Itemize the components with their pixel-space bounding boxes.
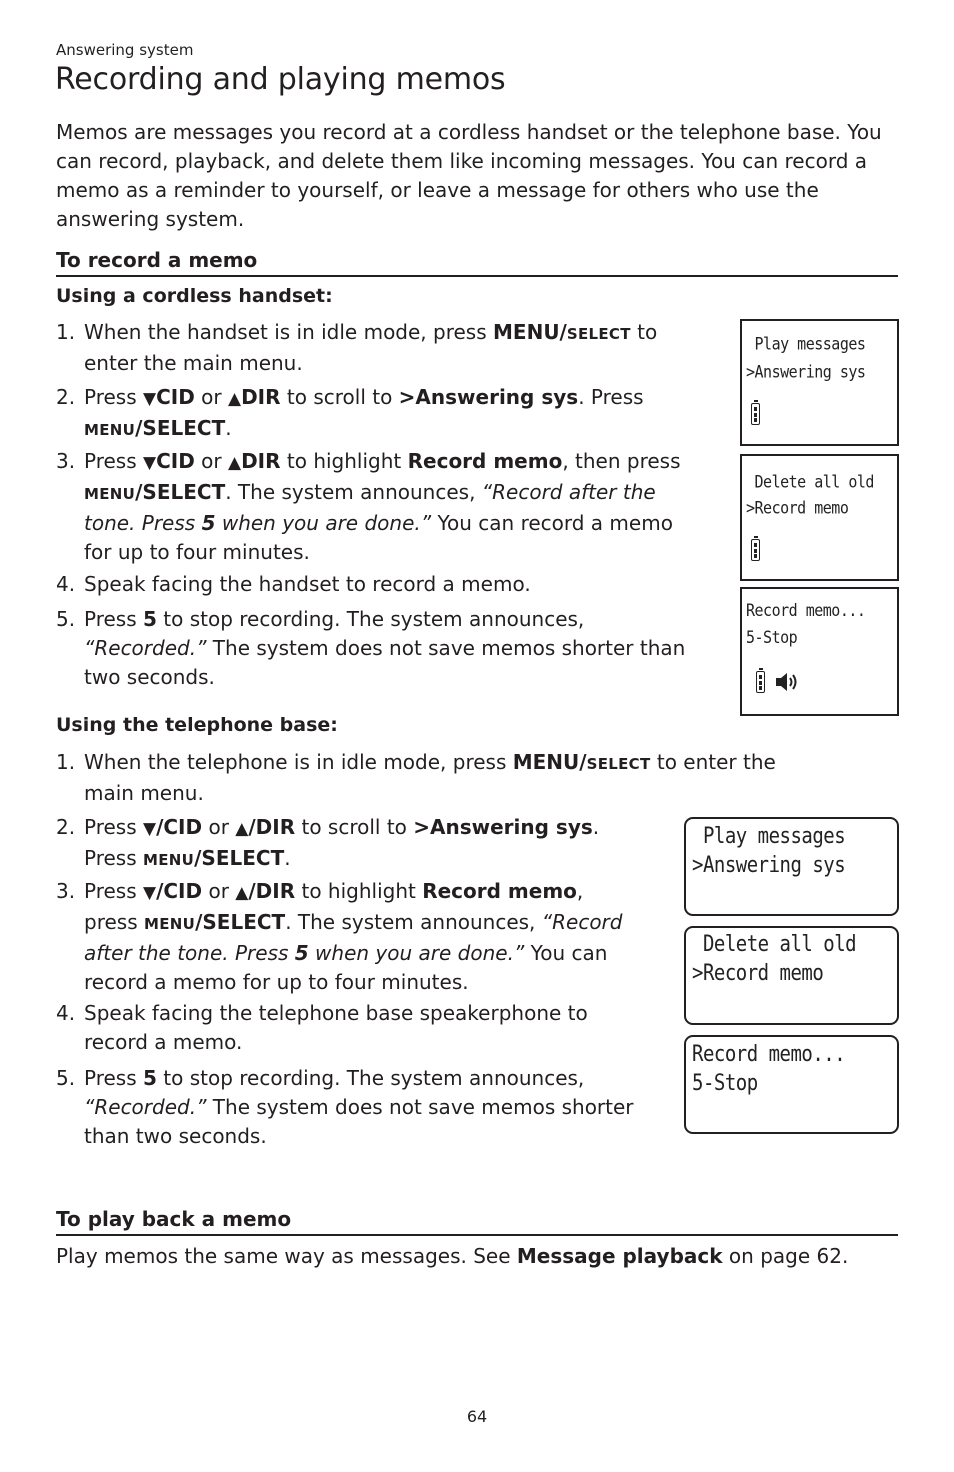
handset-screen-recording bbox=[740, 587, 899, 716]
screen-line: >Record memo bbox=[692, 960, 824, 986]
up-arrow-icon: ▲ bbox=[235, 819, 249, 839]
down-arrow-icon: ▼ bbox=[143, 453, 157, 473]
speaker-icon bbox=[774, 671, 802, 693]
step-number: 2. bbox=[56, 815, 76, 839]
step-number: 2. bbox=[56, 385, 76, 409]
play-memo-heading: To play back a memo bbox=[56, 1207, 898, 1236]
screen-line: Play messages bbox=[692, 823, 846, 849]
base-screen-answering-sys bbox=[684, 817, 899, 916]
screen-line: >Answering sys bbox=[746, 361, 866, 383]
page-number: 64 bbox=[466, 1407, 488, 1426]
page-title: Recording and playing memos bbox=[55, 62, 506, 97]
screen-line: Delete all old bbox=[746, 471, 874, 493]
record-memo-heading: To record a memo bbox=[56, 248, 898, 277]
step-number: 3. bbox=[56, 449, 76, 473]
screen-line: >Answering sys bbox=[692, 852, 846, 878]
down-arrow-icon: ▼ bbox=[143, 389, 157, 409]
screen-line: >Record memo bbox=[746, 497, 849, 519]
base-subheading: Using the telephone base: bbox=[56, 714, 338, 736]
handset-screen-record-memo bbox=[740, 454, 899, 581]
play-memo-paragraph: Play memos the same way as messages. See Message playback on page 62. bbox=[56, 1244, 849, 1268]
battery-icon bbox=[751, 403, 760, 425]
down-arrow-icon: ▼ bbox=[143, 819, 157, 839]
step-number: 5. bbox=[56, 1066, 76, 1090]
step-number: 1. bbox=[56, 750, 76, 774]
screen-line: Record memo... bbox=[692, 1041, 846, 1067]
screen-line: 5-Stop bbox=[692, 1070, 758, 1096]
base-screen-record-memo bbox=[684, 926, 899, 1025]
step-number: 4. bbox=[56, 572, 76, 596]
screen-line: Play messages bbox=[746, 333, 866, 355]
down-arrow-icon: ▼ bbox=[143, 883, 157, 903]
screen-line: 5-Stop bbox=[746, 626, 798, 648]
step-number: 1. bbox=[56, 320, 76, 344]
screen-line: Delete all old bbox=[692, 931, 857, 957]
up-arrow-icon: ▲ bbox=[228, 389, 242, 409]
base-screen-recording bbox=[684, 1035, 899, 1134]
battery-icon bbox=[751, 539, 760, 561]
battery-icon bbox=[756, 671, 765, 693]
step-number: 4. bbox=[56, 1001, 76, 1025]
up-arrow-icon: ▲ bbox=[235, 883, 249, 903]
intro-paragraph: Memos are messages you record at a cordless handset or the telephone base. You can record, playback, and delete them like incoming messages. You can record a memo as a reminder to yourself, or leave a message for others who use the answering system. bbox=[56, 120, 882, 231]
handset-subheading: Using a cordless handset: bbox=[56, 285, 333, 307]
step-number: 5. bbox=[56, 607, 76, 631]
up-arrow-icon: ▲ bbox=[228, 453, 242, 473]
step-number: 3. bbox=[56, 879, 76, 903]
handset-screen-answering-sys bbox=[740, 319, 899, 446]
screen-line: Record memo... bbox=[746, 599, 866, 621]
section-label: Answering system bbox=[56, 41, 194, 59]
